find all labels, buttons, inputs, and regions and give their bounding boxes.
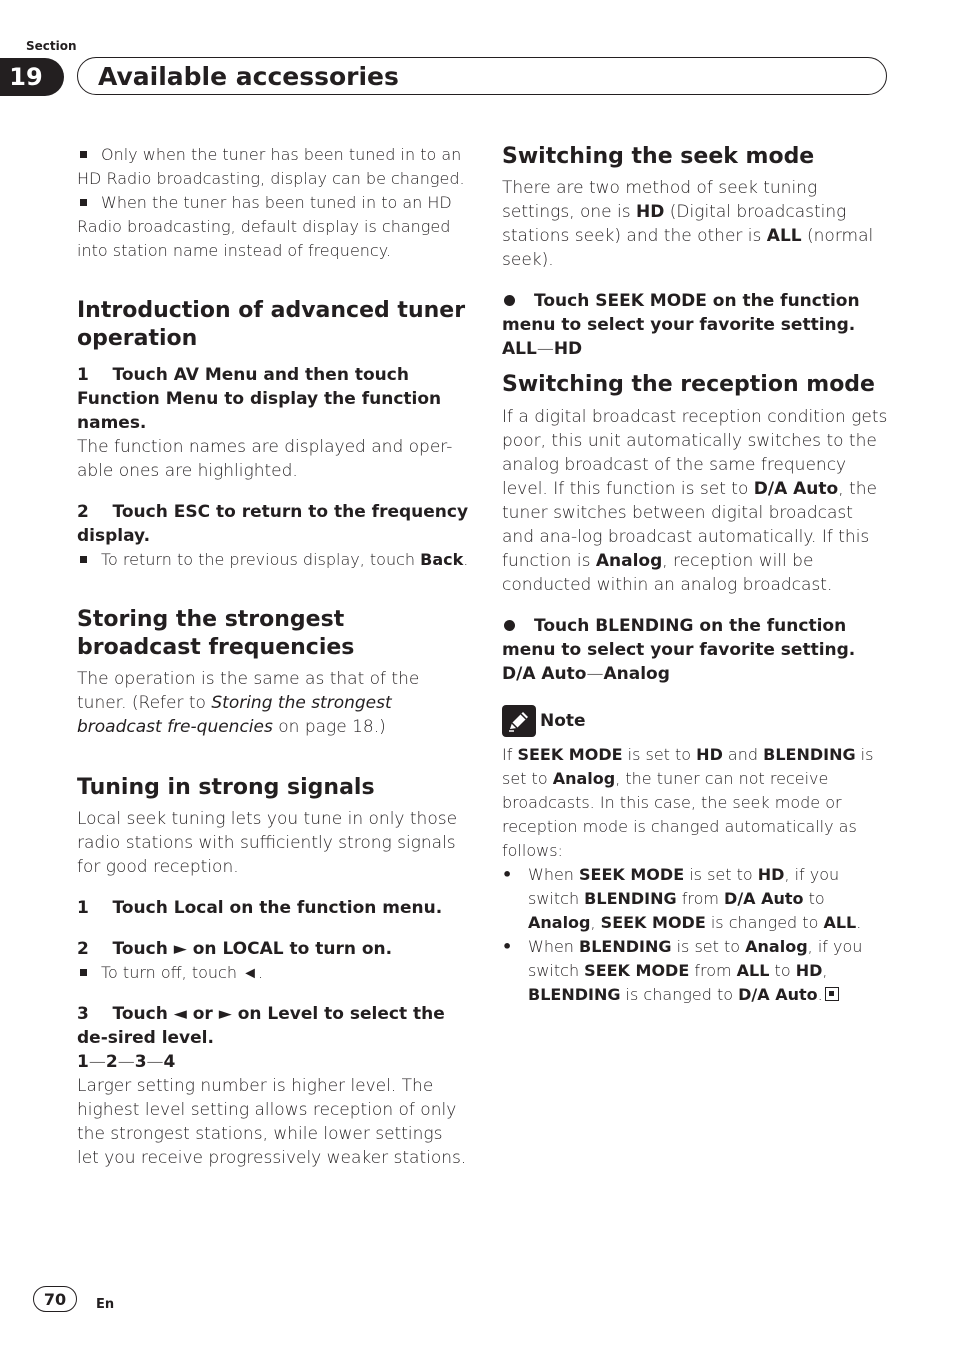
page-number: 70 <box>33 1286 77 1312</box>
language-code: En <box>96 1297 115 1312</box>
step-2-note: To return to the previous display, touch Back. <box>77 548 469 572</box>
section-number: 19 <box>0 58 64 96</box>
note-box <box>502 705 890 1007</box>
intro-section <box>77 363 469 572</box>
reception-body: If a digital broadcast reception condition gets poor, this unit automatically switches to the analog broadcast of the same frequency level. If this function is set to D/A Auto, the tuner switches between digital broadcast and ana-log broadcast automatically. If this function is Analog, reception will be conducted within an analog broadcast. <box>502 407 888 595</box>
seek-body: There are two method of seek tuning settings, one is HD (Digital broadcasting stations seek) and the other is ALL (normal seek). <box>502 178 874 270</box>
tuning-body-2: Larger setting number is higher level. The highest level setting allows reception of only the strongest stations, while lower settings let you receive progressively weaker stations. <box>77 1076 467 1168</box>
step-2: 2 Touch ESC to return to the frequency display. <box>77 502 469 546</box>
section-label: Section <box>26 39 77 53</box>
note-header: Note <box>502 705 890 737</box>
square-bullet-icon <box>80 556 87 563</box>
reception-options: D/A Auto—Analog <box>502 664 670 684</box>
pencil-note-icon <box>502 705 536 737</box>
tuning-section <box>77 807 469 1170</box>
note-bullets <box>502 863 890 1007</box>
bullet-dot-icon <box>504 620 515 631</box>
tuning-step-3: 3 Touch ◄ or ► on Level to select the de-sired level. <box>77 1004 445 1048</box>
step-1: 1 Touch AV Menu and then touch Function Menu to display the function names. <box>77 365 442 433</box>
seek-heading: Switching the seek mode <box>502 144 815 169</box>
tuning-body: Local seek tuning lets you tune in only those radio stations with sufficiently strong signals for good reception. <box>77 809 458 877</box>
storing-body: The operation is the same as that of the tuner. (Refer to Storing the strongest broadcast fre-quencies on page 18.) <box>77 669 420 737</box>
tuning-heading: Tuning in strong signals <box>77 775 375 800</box>
square-bullet-icon <box>80 969 87 976</box>
note-item: Only when the tuner has been tuned in to an HD Radio broadcasting, display can be changed. <box>77 145 465 188</box>
seek-options: ALL—HD <box>502 339 583 359</box>
intro-heading: Introduction of advanced tuner operation <box>77 298 466 351</box>
end-mark-icon <box>825 987 839 1001</box>
left-column <box>77 143 469 263</box>
note-item: When the tuner has been tuned in to an HD Radio broadcasting, default display is changed into station name instead of frequency. <box>77 193 452 260</box>
section-title: Available accessories <box>77 57 887 95</box>
square-bullet-icon <box>80 151 87 158</box>
storing-heading: Storing the strongest broadcast frequencies <box>77 607 355 660</box>
bullet-dot-icon <box>504 295 515 306</box>
step-1-body: The function names are displayed and oper-able ones are highlighted. <box>77 437 453 481</box>
reception-step: Touch BLENDING on the function menu to select your favorite setting. <box>502 616 856 660</box>
tuning-step-1: 1 Touch Local on the function menu. <box>77 898 443 918</box>
note-bullet-1: • When SEEK MODE is set to HD, if you switch BLENDING from D/A Auto to Analog, SEEK MODE is changed to ALL. <box>502 863 890 935</box>
reception-section <box>502 405 890 686</box>
seek-section <box>502 176 890 361</box>
note-body: If SEEK MODE is set to HD and BLENDING is set to Analog, the tuner can not receive broadcasts. In this case, the seek mode or reception mode is changed automatically as follows: <box>502 745 874 860</box>
note-bullet-2: • When BLENDING is set to Analog, if you switch SEEK MODE from ALL to HD, BLENDING is changed to D/A Auto. <box>502 935 890 1007</box>
square-bullet-icon <box>80 199 87 206</box>
level-values: 1—2—3—4 <box>77 1052 176 1072</box>
tuning-step-2: 2 Touch ► on LOCAL to turn on. <box>77 939 393 959</box>
reception-heading: Switching the reception mode <box>502 372 875 397</box>
tuning-step-2-note: To turn off, touch ◄. <box>77 961 469 985</box>
seek-step: Touch SEEK MODE on the function menu to select your favorite setting. <box>502 291 860 335</box>
